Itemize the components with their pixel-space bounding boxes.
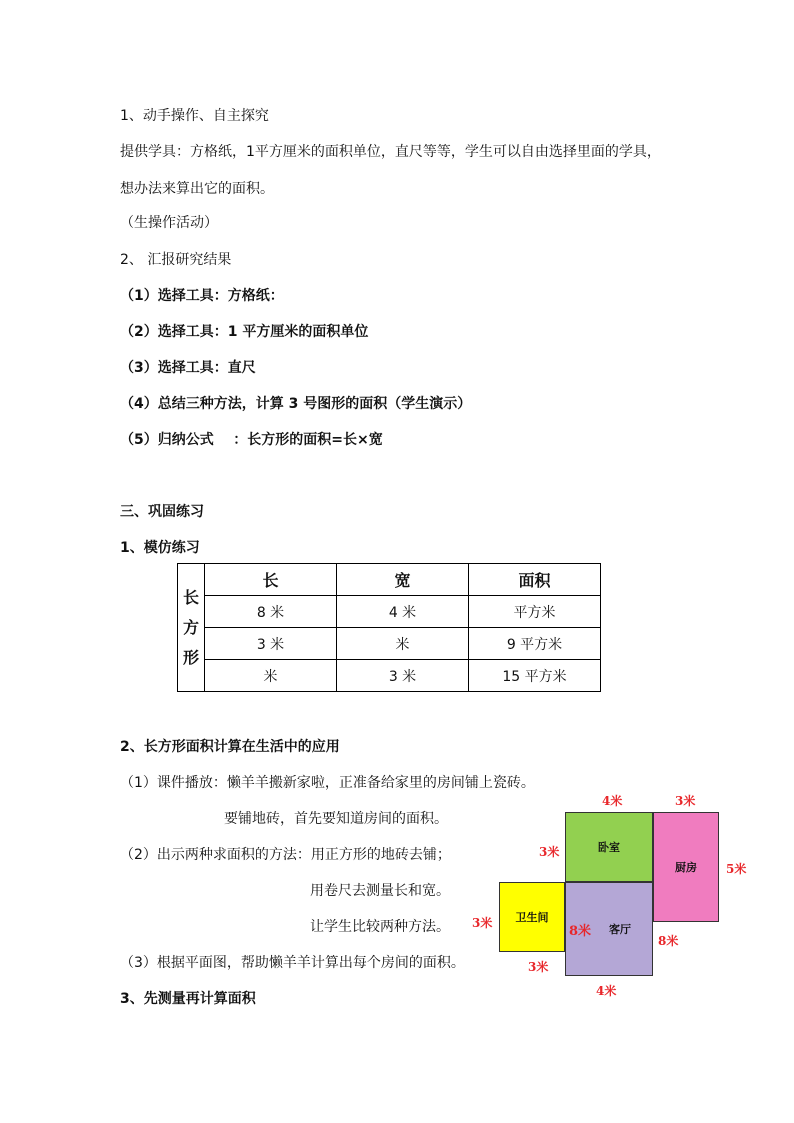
table-row [178, 628, 601, 660]
table-cell: 米 [337, 628, 469, 660]
text-line: （1）选择工具：方格纸： [120, 288, 284, 304]
text-line: 要铺地砖，首先要知道房间的面积。 [224, 811, 448, 827]
side-char: 方 [182, 617, 199, 637]
text-line: （2）选择工具：1 平方厘米的面积单位 [120, 324, 369, 340]
dim-label: 3米 [528, 960, 549, 974]
text-line: （1）课件播放：懒羊羊搬新家啦，正准备给家里的房间铺上瓷砖。 [120, 775, 535, 791]
table-cell: 9 平方米 [469, 628, 601, 660]
table-cell: 15 平方米 [469, 660, 601, 692]
table-row [178, 596, 601, 628]
formula-line: （5）归纳公式 ：长方形的面积=长×宽 [120, 432, 383, 448]
text-line: 提供学具：方格纸，1平方厘米的面积单位，直尺等等，学生可以自由选择里面的学具， [120, 144, 661, 160]
table-row [178, 660, 601, 692]
room-bathroom: 卫生间 [499, 882, 565, 952]
table-cell: 米 [205, 660, 337, 692]
text-line: （3）根据平面图，帮助懒羊羊计算出每个房间的面积。 [120, 955, 465, 971]
table-side-label [178, 564, 205, 692]
table-cell: 3 米 [337, 660, 469, 692]
practice-table [177, 563, 601, 692]
table-cell: 3 米 [205, 628, 337, 660]
room-bedroom: 卧室 [565, 812, 653, 882]
text-line: （4）总结三种方法，计算 3 号图形的面积（学生演示） [120, 396, 472, 412]
table-cell: 8 米 [205, 596, 337, 628]
text-line: 想办法来算出它的面积。 [120, 181, 274, 197]
room-kitchen: 厨房 [653, 812, 719, 922]
dim-label: 3米 [472, 916, 493, 930]
subsection-heading: 1、模仿练习 [120, 540, 200, 556]
side-char: 形 [182, 647, 199, 667]
table-header: 面积 [469, 564, 601, 596]
floor-plan [466, 786, 756, 998]
section-heading: 2、长方形面积计算在生活中的应用 [120, 739, 340, 755]
dim-label: 4米 [602, 794, 623, 808]
dim-label: 4米 [596, 984, 617, 998]
text-line: 让学生比较两种方法。 [310, 919, 450, 935]
dim-label: 8米 [569, 924, 592, 939]
text-line: （3）选择工具：直尺 [120, 360, 256, 376]
section-heading: 三、巩固练习 [120, 504, 204, 520]
text-line: （2）出示两种求面积的方法：用正方形的地砖去铺； [120, 847, 451, 863]
table-cell: 平方米 [469, 596, 601, 628]
text-line: 1、动手操作、自主探究 [120, 108, 269, 124]
room-living: 客厅 [565, 882, 653, 976]
dim-label: 8米 [658, 934, 679, 948]
dim-label: 3米 [675, 794, 696, 808]
table-header: 长 [205, 564, 337, 596]
text-line: 2、 汇报研究结果 [120, 252, 232, 268]
table-cell: 4 米 [337, 596, 469, 628]
section-heading: 3、先测量再计算面积 [120, 991, 256, 1007]
text-line: 用卷尺去测量长和宽。 [310, 883, 450, 899]
table-header: 宽 [337, 564, 469, 596]
side-char: 长 [182, 587, 199, 607]
text-line: （生操作活动） [120, 215, 218, 231]
dim-label: 5米 [726, 862, 747, 876]
dim-label: 3米 [539, 845, 560, 859]
